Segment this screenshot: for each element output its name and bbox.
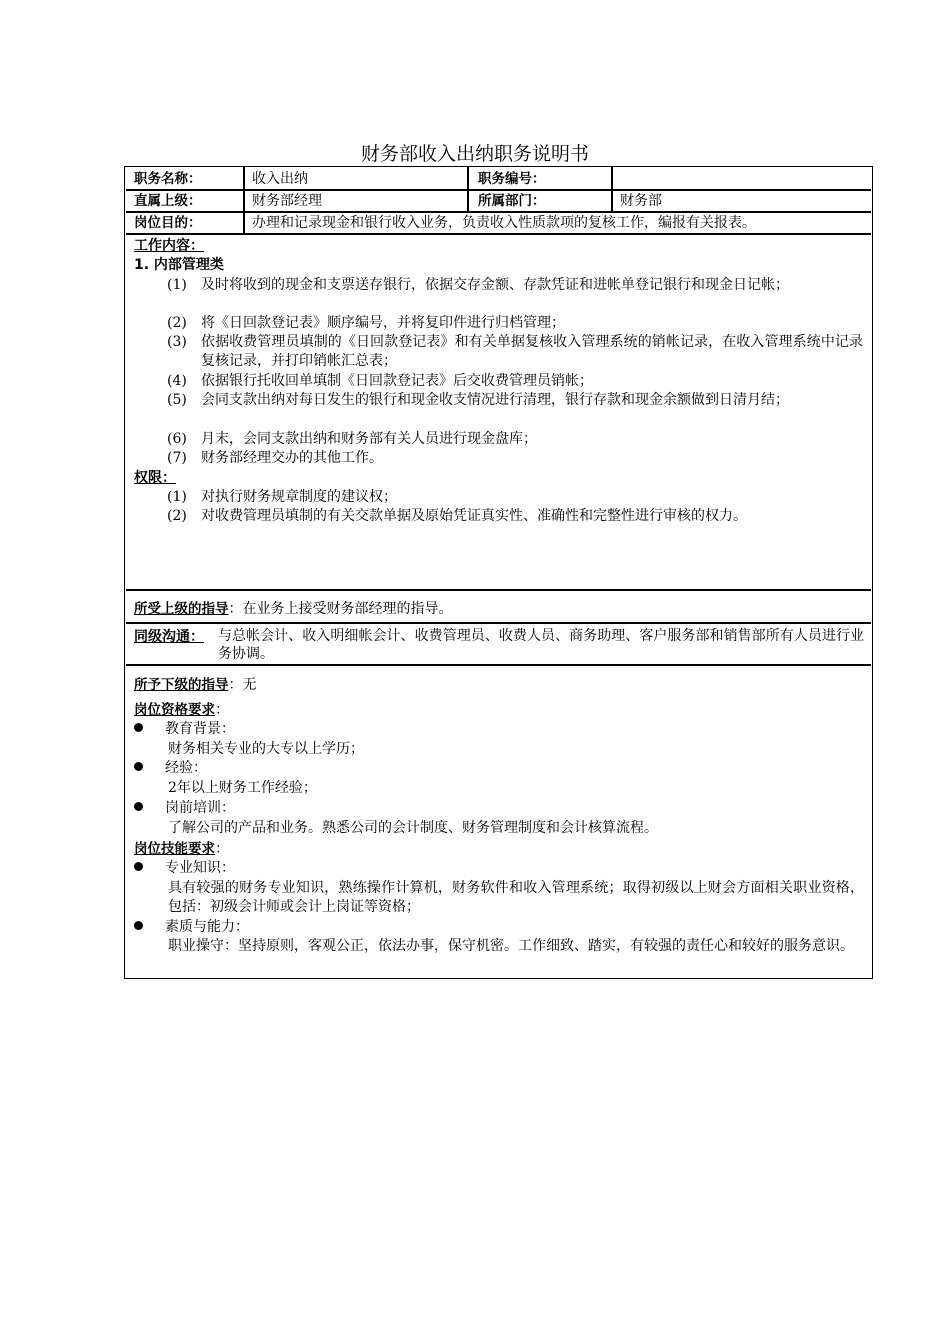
skill-head: 素质与能力： [165,919,249,935]
work-item [167,430,863,449]
item-text: 月末，会同支款出纳和财务部有关人员进行现金盘库； [201,431,537,447]
item-text: 财务部经理交办的其他工作。 [201,450,383,466]
column-divider [467,167,468,212]
skill-head: 专业知识： [165,860,235,876]
bullet-icon [134,802,143,811]
peer-communication-label: 同级沟通： [134,629,204,645]
qualification-head: 经验： [165,760,207,776]
job-description-table [124,166,873,979]
row-divider [126,589,871,590]
work-item [167,391,863,410]
skill-bullet [134,918,249,937]
guidance-given-label: 所予下级的指导 [134,677,229,693]
item-text: 对收费管理员填制的有关交款单据及原始凭证真实性、准确性和完整性进行审核的权力。 [201,508,747,524]
bullet-icon [134,862,143,871]
position-no-label: 职务编号： [478,171,546,187]
document-title: 财务部收入出纳职务说明书 [360,143,589,165]
bullet-icon [134,921,143,930]
position-name-value: 收入出纳 [252,171,308,187]
qualification-bullet [134,720,235,739]
skills-colon: ： [215,841,229,857]
column-divider [243,167,244,234]
row-divider [126,211,871,212]
skill-bullet [134,859,235,878]
item-number: (1) [167,489,187,505]
purpose-label: 岗位目的： [134,215,202,231]
qualification-detail: 2年以上财务工作经验； [168,780,317,796]
row-divider [126,664,871,665]
item-text: 会同支款出纳对每日发生的银行和现金收支情况进行清理，银行存款和现金余额做到日清月结； [201,392,789,408]
skills-label: 岗位技能要求 [134,841,215,857]
authority-item [167,488,863,507]
item-number: (7) [167,450,187,466]
guidance-received-label: 所受上级的指导 [134,601,229,617]
item-text: 依据银行托收回单填制《日回款登记表》后交收费管理员销帐； [201,373,593,389]
internal-management-heading: 1. 内部管理类 [134,257,224,273]
item-number: (1) [167,277,187,293]
skill-detail: 具有较强的财务专业知识，熟练操作计算机，财务软件和收入管理系统；取得初级以上财会方面相关职业资格，包括：初级会计师或会计上岗证等资格； [168,880,864,915]
work-content-label: 工作内容： [134,238,204,254]
qualifications-label: 岗位资格要求 [134,702,215,718]
qualification-head: 岗前培训： [165,800,235,816]
guidance-received-text: ：在业务上接受财务部经理的指导。 [228,601,453,617]
work-item [167,276,863,295]
item-text: 及时将收到的现金和支票送存银行，依据交存金额、存款凭证和进帐单登记银行和现金日记帐； [201,277,789,293]
superior-label: 直属上级： [134,193,202,209]
work-item [167,314,863,333]
department-label: 所属部门： [478,193,546,209]
position-name-label: 职务名称： [134,171,202,187]
bullet-icon [134,723,143,732]
guidance-given-row [134,676,257,694]
guidance-received-row [134,600,453,618]
item-number: (6) [167,431,187,447]
bullet-icon [134,762,143,771]
item-text: 对执行财务规章制度的建议权； [201,489,397,505]
superior-value: 财务部经理 [252,193,322,209]
work-item [167,449,863,468]
purpose-value: 办理和记录现金和银行收入业务，负责收入性质款项的复核工作，编报有关报表。 [252,215,756,231]
item-text: 将《日回款登记表》顺序编号，并将复印件进行归档管理； [201,315,565,331]
qualification-detail: 了解公司的产品和业务。熟悉公司的会计制度、财务管理制度和会计核算流程。 [168,820,658,836]
item-number: (4) [167,373,187,389]
authority-item [167,507,863,526]
skill-detail: 职业操守：坚持原则，客观公正，依法办事，保守机密。工作细致、踏实，有较强的责任心和较好的服务意识。 [168,938,854,954]
qualification-bullet [134,759,207,778]
item-number: (2) [167,315,187,331]
qualification-head: 教育背景： [165,721,235,737]
row-divider [126,233,871,234]
peer-communication-text: 与总帐会计、收入明细帐会计、收费管理员、收费人员、商务助理、客户服务部和销售部所有人员进行业务协调。 [218,628,864,662]
department-value: 财务部 [620,193,662,209]
item-number: (5) [167,392,187,408]
item-number: (2) [167,508,187,524]
row-divider [126,622,871,623]
authority-label: 权限： [134,470,176,486]
qualifications-heading [134,701,229,719]
work-item [167,372,863,391]
guidance-given-text: ：无 [228,677,257,693]
qualification-bullet [134,799,235,818]
skills-heading [134,840,229,858]
row-divider [126,189,871,190]
work-item [167,333,863,371]
item-number: (3) [167,334,187,350]
item-text: 依据收费管理员填制的《日回款登记表》和有关单据复核收入管理系统的销帐记录，在收入管理系统中记录复核记录，并打印销帐汇总表； [201,334,863,369]
qualification-detail: 财务相关专业的大专以上学历； [168,741,364,757]
qualifications-colon: ： [215,702,229,718]
column-divider [611,167,612,212]
